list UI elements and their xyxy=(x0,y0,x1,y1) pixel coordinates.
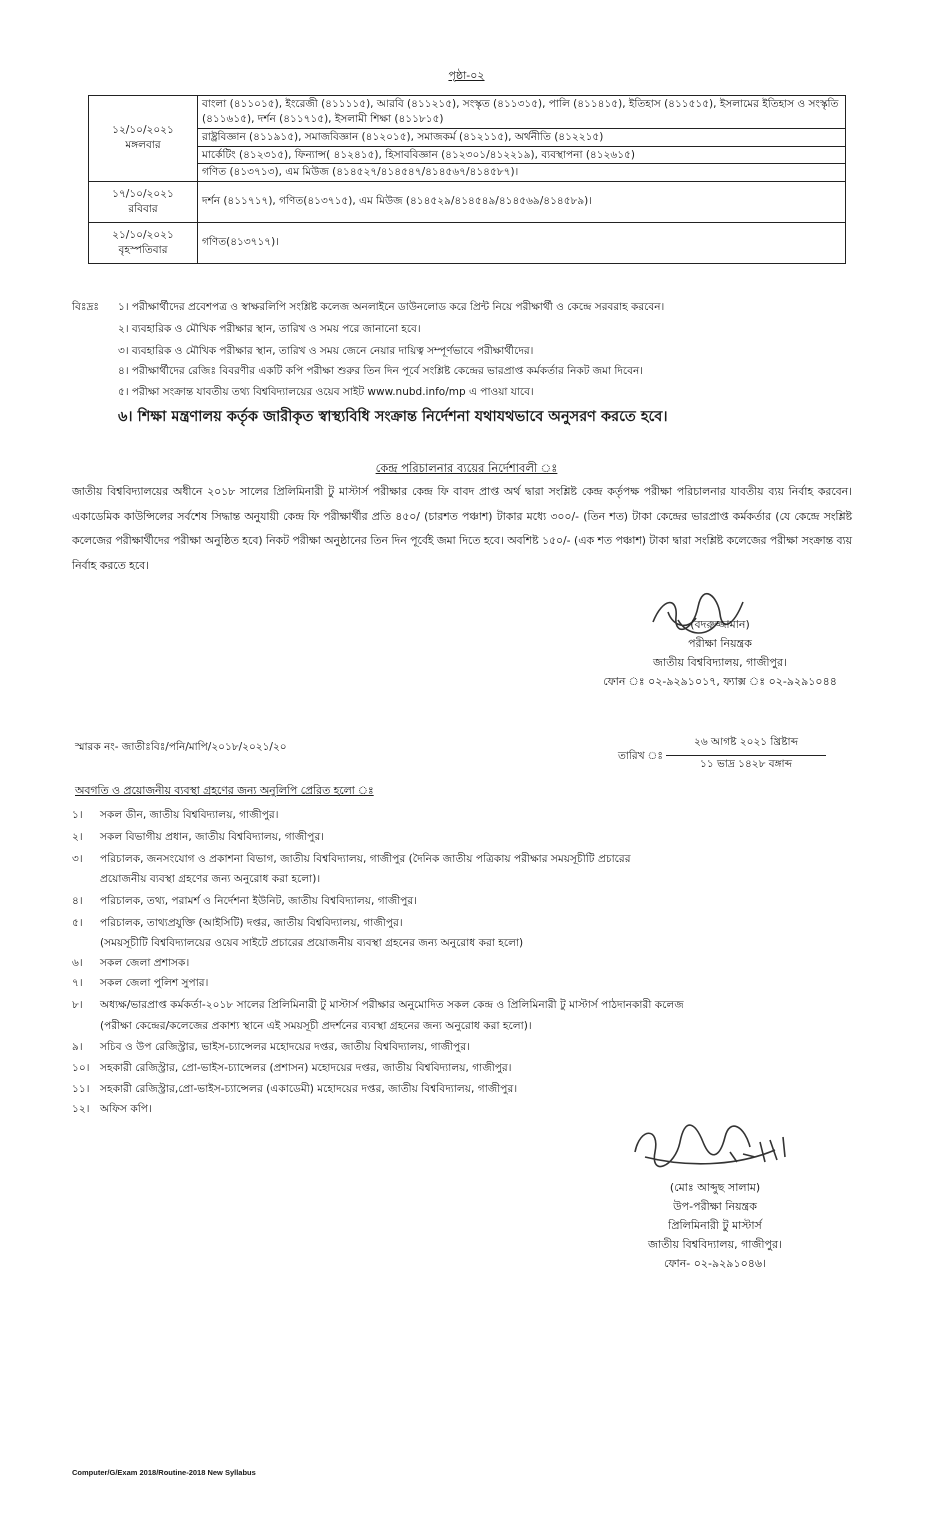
exam-date: ১২/১০/২০২১ xyxy=(112,124,174,137)
signatory-name: (মোঃ আব্দুছ সালাম) xyxy=(669,1181,761,1194)
item-text: সহকারী রেজিস্ট্রার,প্রো-ভাইস-চ্যান্সেলর (একাডেমী) মহোদয়ের দপ্তর, জাতীয় বিশ্ববিদ্যালয়, গাজীপুর। xyxy=(100,1083,518,1095)
exam-day: বৃহস্পতিবার xyxy=(118,243,168,256)
list-item xyxy=(72,976,208,993)
exam-date: ২১/১০/২০২১ xyxy=(112,228,174,241)
signatory-title: পরীক্ষা নিয়ন্ত্রক xyxy=(688,637,752,650)
item-number: ১২। xyxy=(72,1103,90,1115)
signature-image xyxy=(625,1112,795,1177)
date-cell xyxy=(89,96,198,182)
notes-label: বিঃদ্রঃ xyxy=(72,301,100,313)
item-text: সকল জেলা পুলিশ সুপার। xyxy=(100,977,209,989)
note-item: ২। ব্যবহারিক ও মৌখিক পরীক্ষার স্থান, তারিখ ও সময় পরে জানানো হবে। xyxy=(118,323,421,335)
item-text: পরিচালক, তাথ্যপ্রযুক্তি (আইসিটি) দপ্তর, জাতীয় বিশ্ববিদ্যালয়, গাজীপুর। xyxy=(100,917,403,929)
item-number: ১। xyxy=(72,809,83,821)
subject-line: দর্শন (৪১১৭১৭), গণিত(৪১৩৭১৫), এম মিউজ (৪১৪৫২৯/৪১৪৫৪৯/৪১৪৫৬৯/৪১৪৫৮৯)। xyxy=(198,181,846,222)
item-number: ৩। xyxy=(72,853,83,865)
exam-schedule-table xyxy=(88,95,846,264)
item-text: পরিচালক, তথ্য, পরামর্শ ও নির্দেশনা ইউনিট, জাতীয় বিশ্ববিদ্যালয়, গাজীপুর। xyxy=(100,895,418,907)
list-item xyxy=(72,830,324,847)
list-item xyxy=(72,1040,470,1057)
item-text: সকল জেলা প্রশাসক। xyxy=(100,957,190,969)
item-number: ৪। xyxy=(72,895,83,907)
memo-number: স্মারক নং- জাতীঃবিঃ/পনি/মাপি/২০১৮/২০২১/২০ xyxy=(75,741,287,753)
item-text: সকল ডীন, জাতীয় বিশ্ববিদ্যালয়, গাজীপুর। xyxy=(100,809,279,821)
subject-line: গণিত(৪১৩৭১৭)। xyxy=(198,222,846,263)
note-item-emphasis: ৬। শিক্ষা মন্ত্রণালয় কর্তৃক জারীকৃত স্বাস্থ্যবিধি সংক্রান্ত নির্দেশনা যথাযথভাবে অনুসরণ করতে হবে। xyxy=(118,409,668,425)
signature-block-controller xyxy=(603,615,837,691)
page-number-label: পৃষ্ঠা-০২ xyxy=(448,69,485,82)
exam-date: ১৭/১০/২০২১ xyxy=(112,187,174,200)
item-text: অধ্যক্ষ/ভারপ্রাপ্ত কর্মকর্তা-২০১৮ সালের প্রিলিমিনারী টু মাস্টার্স পরীক্ষার অনুমোদিত সকল কেন্দ্র ও প্রিলিমিনারী টু মাস্টার্স পাঠদানকারী কলেজ xyxy=(100,999,684,1011)
item-number: ৫। xyxy=(72,917,83,929)
date-label: তারিখ ঃ xyxy=(618,750,663,762)
signatory-org: জাতীয় বিশ্ববিদ্যালয়, গাজীপুর। xyxy=(653,656,787,669)
list-item xyxy=(72,1082,517,1099)
copy-to-heading: অবগতি ও প্রয়োজনীয় ব্যবস্থা গ্রহণের জন্য অনুলিপি প্রেরিত হলো ঃ xyxy=(75,784,374,797)
date-bangla: ১১ ভাদ্র ১৪২৮ বঙ্গাব্দ xyxy=(700,758,792,770)
subject-line: রাষ্ট্রবিজ্ঞান (৪১১৯১৫), সমাজবিজ্ঞান (৪১২০১৫), সমাজকর্ম (৪১২১১৫), অর্থনীতি (৪১২২১৫) xyxy=(198,129,845,147)
list-item xyxy=(72,1061,512,1078)
signatory-name: (বদরুজ্জামান) xyxy=(690,618,750,631)
subject-line: মার্কেটিং (৪১২৩১৫), ফিন্যান্স( ৪১২৪১৫), হিসাববিজ্ঞান (৪১২৩০১/৪১২২১৯), ব্যবস্থাপনা (৪১২৬১৫) xyxy=(198,147,845,165)
table-row xyxy=(89,96,846,182)
signatory-org: জাতীয় বিশ্ববিদ্যালয়, গাজীপুর। xyxy=(648,1238,782,1251)
note-item: ৫। পরীক্ষা সংক্রান্ত যাবতীয় তথ্য বিশ্ববিদ্যালয়ের ওয়েব সাইট www.nubd.info/mp এ পাওয়া যাবে। xyxy=(118,386,534,398)
date-gregorian: ২৬ আগষ্ট ২০২১ খ্রিষ্টাব্দ xyxy=(666,735,826,756)
item-number: ৮। xyxy=(72,999,83,1011)
date-cell xyxy=(89,181,198,222)
item-text: পরিচালক, জনসংযোগ ও প্রকাশনা বিভাগ, জাতীয় বিশ্ববিদ্যালয়, গাজীপুর (দৈনিক জাতীয় পত্রিকায় পরীক্ষার সময়সূচীটি প্রচারের xyxy=(100,853,631,865)
item-number: ১০। xyxy=(72,1062,90,1074)
list-item-continuation: (পরীক্ষা কেন্দ্রের/কলেজের প্রকাশ্য স্থানে এই সময়সূচী প্রদর্শনের ব্যবস্থা গ্রহনের জন্য অনুরোধ করা হলো)। xyxy=(100,1020,532,1032)
exam-day: রবিবার xyxy=(128,202,158,215)
item-number: ৬। xyxy=(72,957,83,969)
subject-line: গণিত (৪১৩৭১৩), এম মিউজ (৪১৪৫২৭/৪১৪৫৪৭/৪১৪৫৬৭/৪১৪৫৮৭)। xyxy=(202,166,519,178)
list-item-continuation: (সময়সূচীটি বিশ্ববিদ্যালয়ের ওয়েব সাইটে প্রচারের প্রয়োজনীয় ব্যবস্থা গ্রহনের জন্য অনুরোধ করা হলো) xyxy=(100,937,524,949)
signatory-title: উপ-পরীক্ষা নিয়ন্ত্রক xyxy=(673,1200,757,1213)
item-text: সচিব ও উপ রেজিস্ট্রার, ভাইস-চ্যান্সেলর মহোদয়ের দপ্তর, জাতীয় বিশ্ববিদ্যালয়, গাজীপুর। xyxy=(100,1041,470,1053)
table-row xyxy=(89,181,846,222)
center-expense-heading: কেন্দ্র পরিচালনার ব্যয়ের নির্দেশাবলী ঃ xyxy=(375,461,558,475)
item-number: ৯। xyxy=(72,1041,83,1053)
list-item-continuation: প্রয়োজনীয় ব্যবস্থা গ্রহণের জন্য অনুরোধ করা হলো)। xyxy=(100,873,321,885)
note-item: ১। পরীক্ষার্থীদের প্রবেশপত্র ও স্বাক্ষরলিপি সংশ্লিষ্ট কলেজ অনলাইনে ডাউনলোড করে প্রিন্ট নিয়ে পরীক্ষার্থী ও কেন্দ্রে সরবরাহ করবেন। xyxy=(118,301,665,313)
item-number: ৭। xyxy=(72,977,83,989)
list-item xyxy=(72,852,631,869)
list-item xyxy=(72,894,417,911)
list-item xyxy=(72,1102,152,1119)
signatory-contact: ফোন ঃ ০২-৯২৯১০১৭, ফ্যাক্স ঃ ০২-৯২৯১০৪৪ xyxy=(603,675,837,688)
item-text: সকল বিভাগীয় প্রধান, জাতীয় বিশ্ববিদ্যালয়, গাজীপুর। xyxy=(100,831,325,843)
table-row xyxy=(89,222,846,263)
footer-path: Computer/G/Exam 2018/Routine-2018 New Syllabus xyxy=(72,1468,256,1477)
item-text: অফিস কপি। xyxy=(100,1103,152,1115)
signatory-phone: ফোন- ০২-৯২৯১০৪৬। xyxy=(664,1257,766,1270)
item-number: ১১। xyxy=(72,1083,90,1095)
note-item: ৩। ব্যবহারিক ও মৌখিক পরীক্ষার স্থান, তারিখ ও সময় জেনে নেয়ার দায়িত্ব সম্পূর্ণভাবে পরীক্ষার্থীদের। xyxy=(118,345,534,357)
item-number: ২। xyxy=(72,831,83,843)
subject-line: বাংলা (৪১১০১৫), ইংরেজী (৪১১১১৫), আরবি (৪১১২১৫), সংস্কৃত (৪১১৩১৫), পালি (৪১১৪১৫), ইতিহাস (৪১১৫১৫), ইসলামের ইতিহাস ও সংস্কৃতি (৪১১৬১৫), দর্শন (৪১১৭১৫), ইসলামী শিক্ষা (৪১১৮১৫) xyxy=(198,96,845,129)
exam-day: মঙ্গলবার xyxy=(125,139,161,152)
date-cell xyxy=(89,222,198,263)
center-expense-paragraph: জাতীয় বিশ্ববিদ্যালয়ের অধীনে ২০১৮ সালের প্রিলিমিনারী টু মাস্টার্স পরীক্ষার কেন্দ্র ফি বাবদ প্রাপ্ত অর্থ দ্বারা সংশ্লিষ্ট কেন্দ্র কর্তৃপক্ষ পরীক্ষা পরিচালনার যাবতীয় ব্যয় নির্বাহ করবেন। একাডেমিক কাউন্সিলের সর্বশেষ সিদ্ধান্ত অনুযায়ী কেন্দ্র ফি পরীক্ষার্থীর প্রতি ৪৫০/ (চারশত পঞ্চাশ) টাকার মধ্যে ৩০০/- (তিন শত) টাকা কেন্দ্রের ভারপ্রাপ্ত কর্মকর্তার (যে কেন্দ্রে সংশ্লিষ্ট কলেজের পরীক্ষার্থীদের পরীক্ষা অনুষ্ঠিত হবে) নিকট পরীক্ষা অনুষ্ঠানের তিন দিন পূর্বেই জমা দিতে হবে। অবশিষ্ট ১৫০/- (এক শত পঞ্চাশ) টাকা দ্বারা সংশ্লিষ্ট কলেজের পরীক্ষা সংক্রান্ত ব্যয় নির্বাহ করতে হবে। xyxy=(72,485,852,572)
subjects-cell xyxy=(198,96,846,182)
signature-block-deputy xyxy=(600,1178,830,1273)
list-item xyxy=(72,808,279,825)
note-item: ৪। পরীক্ষার্থীদের রেজিঃ বিবরণীর একটি কপি পরীক্ষা শুরুর তিন দিন পূর্বে সংশ্লিষ্ট কেন্দ্রের ভারপ্রাপ্ত কর্মকর্তার নিকট জমা দিবেন। xyxy=(118,365,643,377)
list-item xyxy=(72,956,189,973)
signatory-section: প্রিলিমিনারী টু মাস্টার্স xyxy=(668,1219,762,1232)
list-item xyxy=(72,998,684,1015)
list-item xyxy=(72,916,403,933)
item-text: সহকারী রেজিস্ট্রার, প্রো-ভাইস-চ্যান্সেলর (প্রশাসন) মহোদয়ের দপ্তর, জাতীয় বিশ্ববিদ্যালয়, গাজীপুর। xyxy=(100,1062,512,1074)
